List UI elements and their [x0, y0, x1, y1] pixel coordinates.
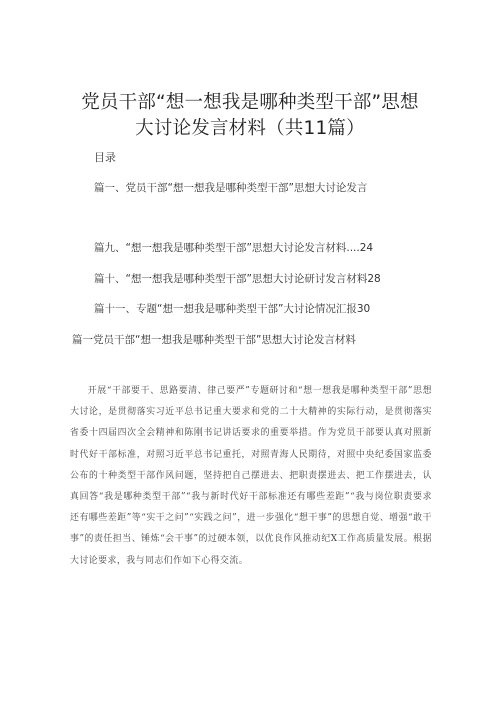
- toc-item[interactable]: 篇九、“想一想我是哪种类型干部”思想大讨论发言材料....24: [94, 242, 374, 254]
- document-title: [60, 90, 440, 142]
- body-paragraph: 开展“干部要干、思路要清、律己要严”专题研讨和“想一想我是哪种类型干部”思想大讨论，是贯彻落实习近平总书记重大要求和党的二十大精神的实际行动，是贯彻落实省委十四届四次全会精神和陈刚书记讲话要求的重要举措。作为党员干部要认真对照新时代好干部标准，对照习近平总书记重托，对照青海人民期待，对照中央纪委国家监委公布的十种类型干部作风问题，坚持把自己摆进去、把职责摆进去、把工作摆进去，认真回答“我是哪种类型干部”“我与新时代好干部标准还有哪些差距”“我与岗位职责要求还有哪些差距”等“实干之问”“实践之问”，进一步强化“想干事”的思想自觉、增强“敢干事”的责任担当、锤炼“会干事”的过硬本领，以优良作风推动纪X工作高质量发展。根据大讨论要求，我与同志们作如下心得交流。: [70, 385, 432, 566]
- toc-label: 目录: [94, 151, 116, 164]
- title-line-2: 大讨论发言材料（共11篇）: [135, 118, 365, 140]
- section-heading: 篇一党员干部“想一想我是哪种类型干部”思想大讨论发言材料: [72, 334, 356, 346]
- toc-item[interactable]: 篇一、党员干部“想一想我是哪种类型干部”思想大讨论发言: [94, 182, 368, 194]
- title-line-1: 党员干部“想一想我是哪种类型干部”思想: [81, 92, 419, 114]
- toc-item[interactable]: 篇十、“想一想我是哪种类型干部”思想大讨论研讨发言材料28: [94, 273, 381, 285]
- toc-item[interactable]: 篇十一、专题“想一想我是哪种类型干部”大讨论情况汇报30: [94, 303, 371, 315]
